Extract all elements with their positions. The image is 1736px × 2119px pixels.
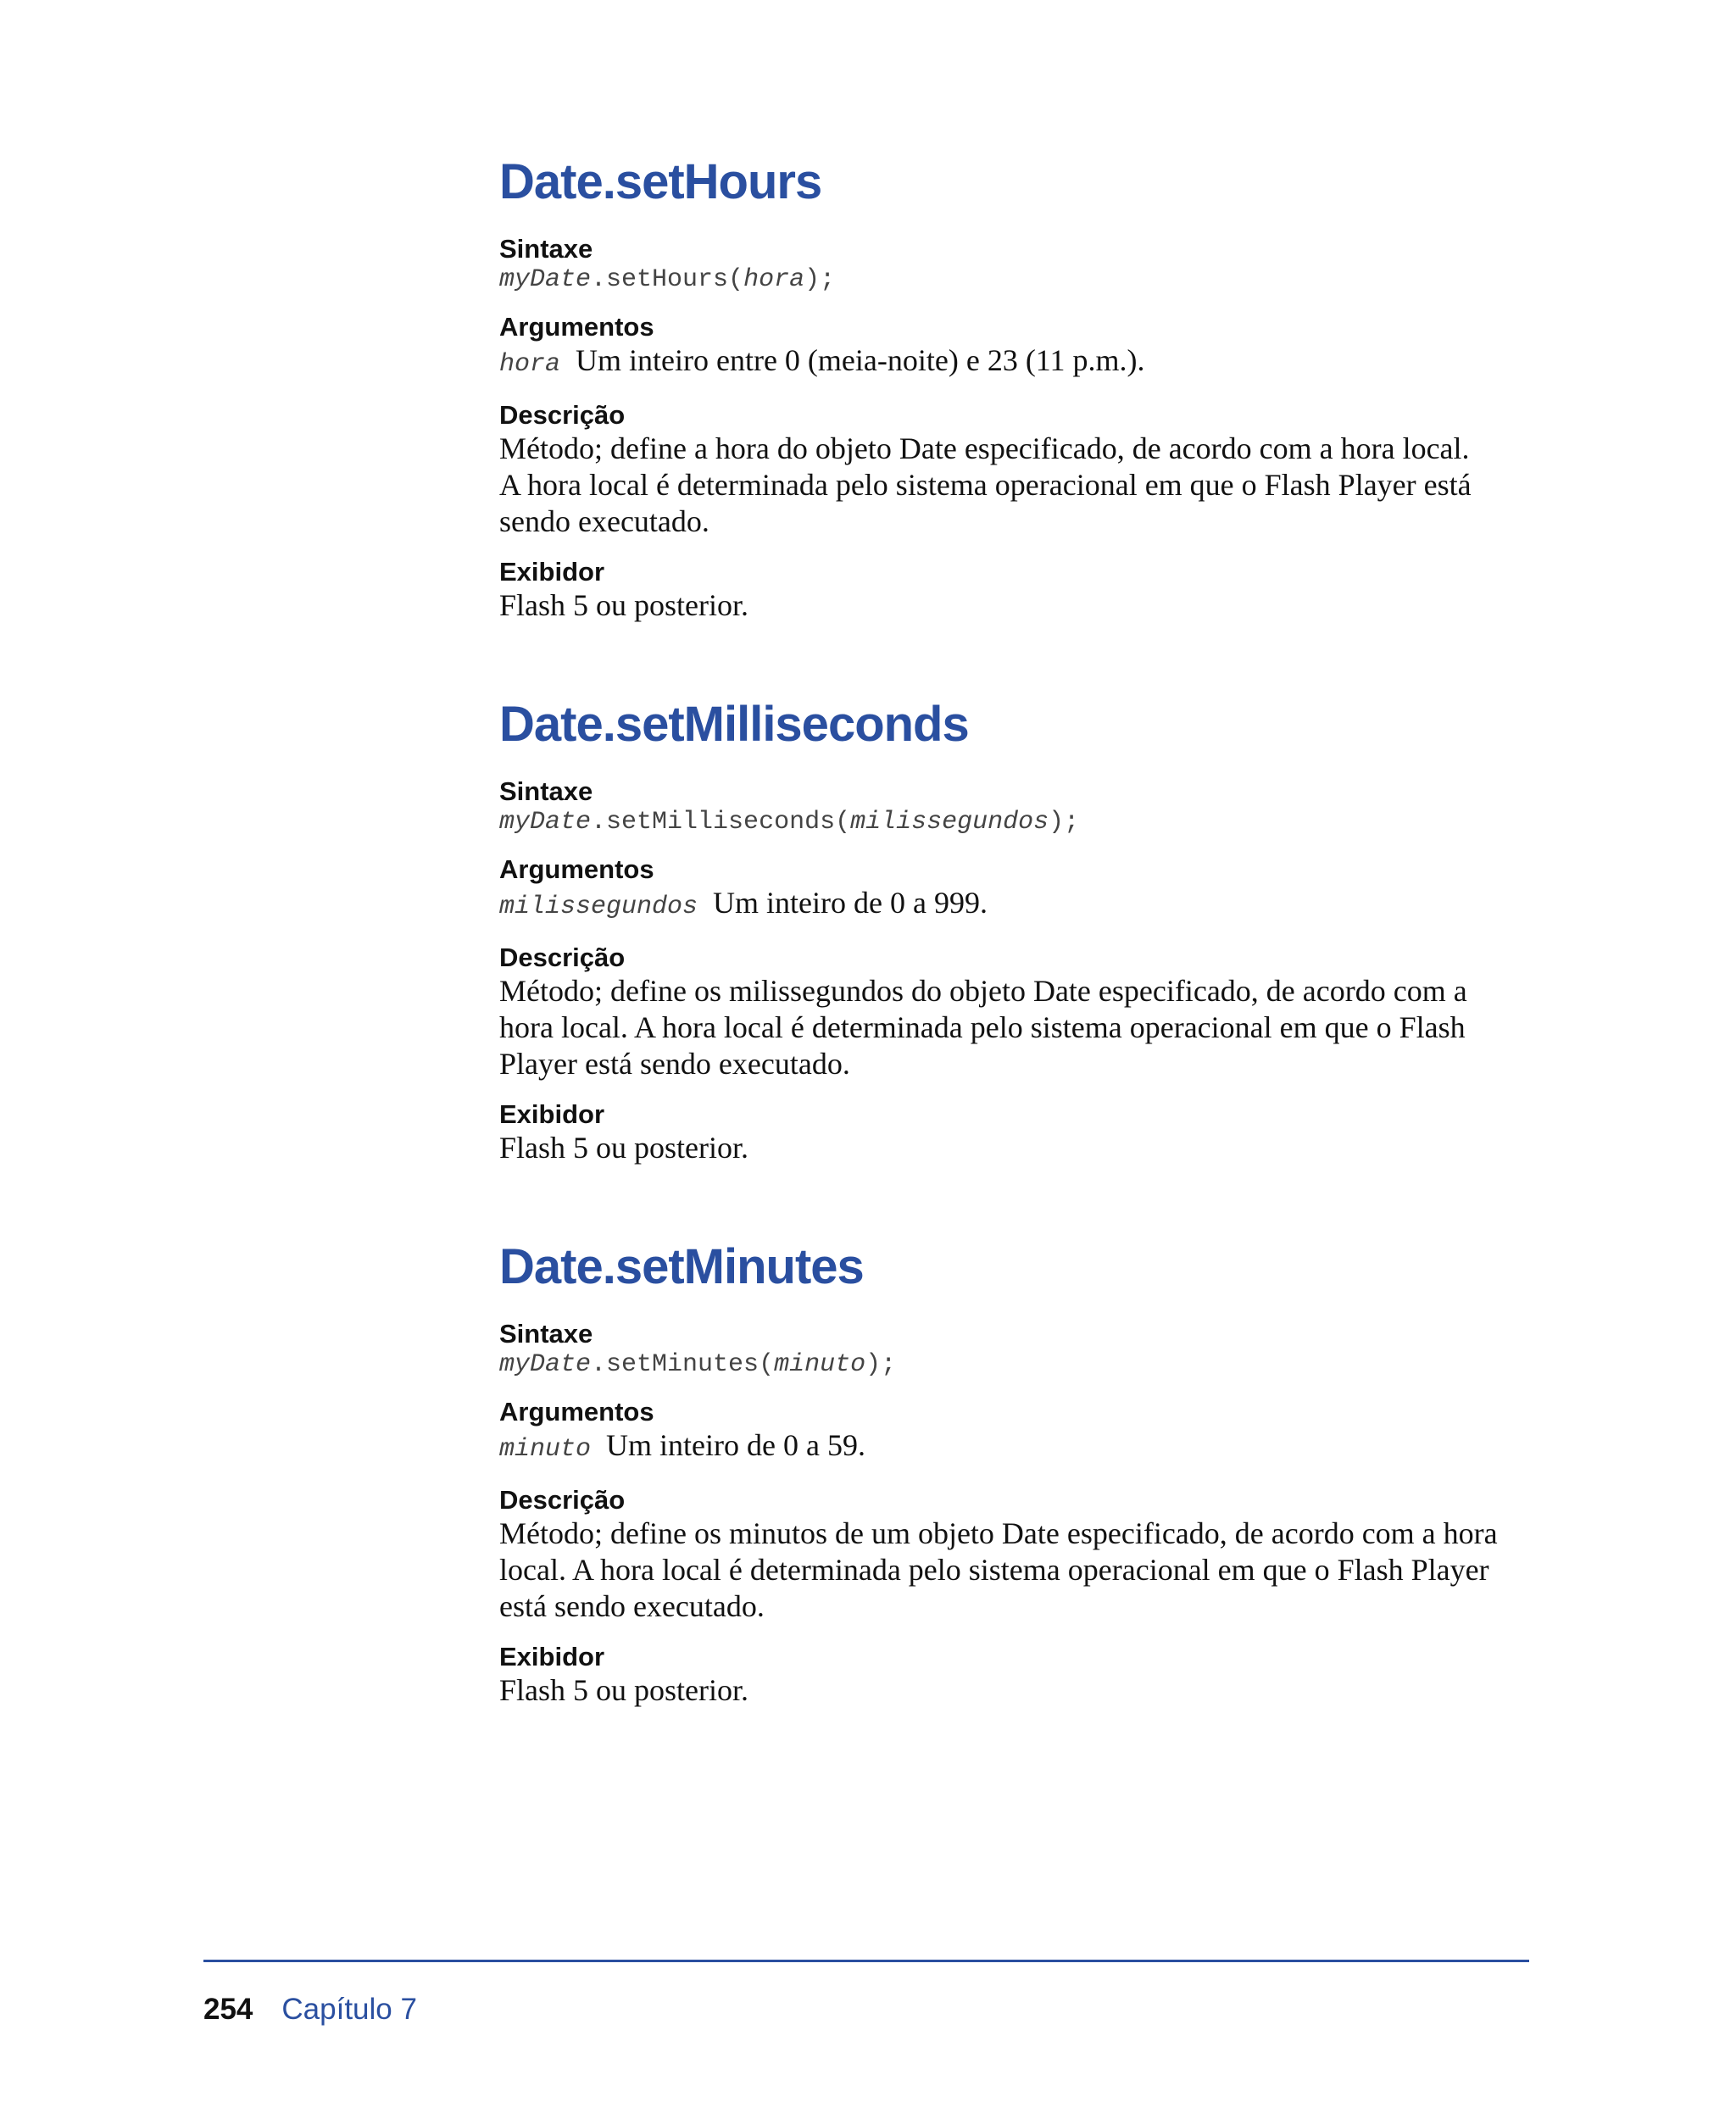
description-line: está sendo executado. [499, 1589, 765, 1623]
player-heading: Exibidor [499, 1099, 605, 1129]
description-text [499, 431, 1542, 540]
description-text [499, 973, 1542, 1082]
syntax-object: myDate [499, 265, 592, 294]
page-number: 254 [203, 1993, 253, 2026]
description-line: hora local. A hora local é determinada pelo sistema operacional em que o Flash [499, 1010, 1466, 1044]
description-line: Método; define a hora do objeto Date especificado, de acordo com a hora local. [499, 431, 1470, 465]
section-title: Date.setMilliseconds [499, 697, 969, 752]
argument-row [499, 1427, 1542, 1468]
description-heading: Descrição [499, 943, 626, 972]
syntax-end: ); [1049, 808, 1080, 837]
description-line: A hora local é determinada pelo sistema operacional em que o Flash Player está [499, 468, 1472, 502]
description-text [499, 1516, 1542, 1625]
syntax-method: .setMilliseconds( [591, 808, 851, 837]
syntax-param: hora [743, 265, 805, 294]
footer-divider [203, 1960, 1529, 1962]
syntax-object: myDate [499, 1350, 592, 1379]
syntax-code [499, 264, 1542, 295]
description-line: sendo executado. [499, 504, 709, 538]
page-content [499, 153, 1542, 1780]
argument-name: minuto [499, 1435, 592, 1464]
syntax-param: minuto [774, 1350, 866, 1379]
argument-name: milissegundos [499, 893, 698, 921]
section-title: Date.setHours [499, 154, 822, 209]
arguments-heading: Argumentos [499, 1397, 654, 1427]
arguments-heading: Argumentos [499, 312, 654, 342]
player-text: Flash 5 ou posterior. [499, 1673, 748, 1707]
syntax-heading: Sintaxe [499, 776, 593, 806]
argument-description: Um inteiro entre 0 (meia-noite) e 23 (11 p.m.). [576, 343, 1145, 377]
description-line: Player está sendo executado. [499, 1047, 850, 1081]
player-text: Flash 5 ou posterior. [499, 588, 748, 622]
syntax-code [499, 807, 1542, 837]
player-text: Flash 5 ou posterior. [499, 1131, 748, 1165]
syntax-method: .setMinutes( [591, 1350, 775, 1379]
section-setmilliseconds [499, 695, 1542, 1166]
chapter-label: Capítulo 7 [281, 1993, 417, 2026]
description-line: Método; define os minutos de um objeto Date especificado, de acordo com a hora [499, 1516, 1498, 1550]
section-sethours [499, 153, 1542, 624]
syntax-object: myDate [499, 808, 592, 837]
syntax-end: ); [804, 265, 836, 294]
player-heading: Exibidor [499, 1642, 605, 1671]
section-title: Date.setMinutes [499, 1239, 864, 1294]
syntax-param: milissegundos [850, 808, 1049, 837]
argument-name: hora [499, 350, 561, 379]
arguments-heading: Argumentos [499, 854, 654, 884]
page-footer [203, 1992, 417, 2027]
syntax-code [499, 1349, 1542, 1380]
syntax-heading: Sintaxe [499, 234, 593, 264]
description-line: local. A hora local é determinada pelo sistema operacional em que o Flash Player [499, 1553, 1489, 1587]
description-line: Método; define os milissegundos do objeto Date especificado, de acordo com a [499, 974, 1467, 1008]
syntax-method: .setHours( [591, 265, 744, 294]
argument-description: Um inteiro de 0 a 59. [606, 1428, 865, 1462]
argument-description: Um inteiro de 0 a 999. [713, 886, 988, 920]
description-heading: Descrição [499, 400, 626, 430]
syntax-end: ); [865, 1350, 897, 1379]
description-heading: Descrição [499, 1485, 626, 1515]
player-heading: Exibidor [499, 557, 605, 587]
syntax-heading: Sintaxe [499, 1319, 593, 1349]
section-setminutes [499, 1237, 1542, 1709]
argument-row [499, 885, 1542, 926]
argument-row [499, 342, 1542, 383]
